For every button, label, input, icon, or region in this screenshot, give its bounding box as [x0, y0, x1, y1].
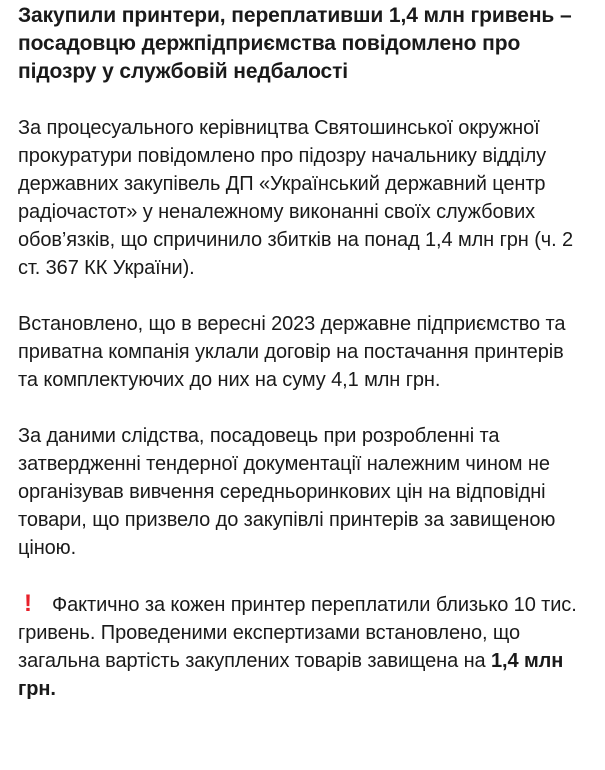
highlight-emphasis: 1,4 млн грн. [18, 650, 564, 700]
news-post [0, 2, 605, 703]
paragraph-prosecution: За процесуального керівництва Святошинської окружної прокуратури повідомлено про підозру начальнику відділу державних закупівель ДП «Український державний центр радіочастот» у неналежному виконанні своїх службових обов’язків, що спричинило збитків на понад 1,4 млн грн (ч. 2 ст. 367 КК України). [18, 117, 574, 279]
paragraph-highlight [18, 590, 587, 703]
exclamation-icon: ! [24, 590, 32, 617]
paragraph-contract: Встановлено, що в вересні 2023 державне підприємство та приватна компанія уклали договір на постачання принтерів та комплектуючих до них на суму 4,1 млн грн. [18, 313, 566, 391]
paragraph-investigation: За даними слідства, посадовець при розробленні та затвердженні тендерної документації належним чином не організував вивчення середньоринкових цін на відповідні товари, що призвело до закупівлі принтерів за завищеною ціною. [18, 425, 556, 559]
post-headline: Закупили принтери, переплативши 1,4 млн гривень – посадовцю держпідприємства повідомлено про підозру у службовій недбалості [18, 4, 572, 83]
highlight-text: Фактично за кожен принтер переплатили близько 10 тис. гривень. Проведеними експертизами встановлено, що загальна вартість закуплених товарів завищена на [18, 594, 577, 672]
